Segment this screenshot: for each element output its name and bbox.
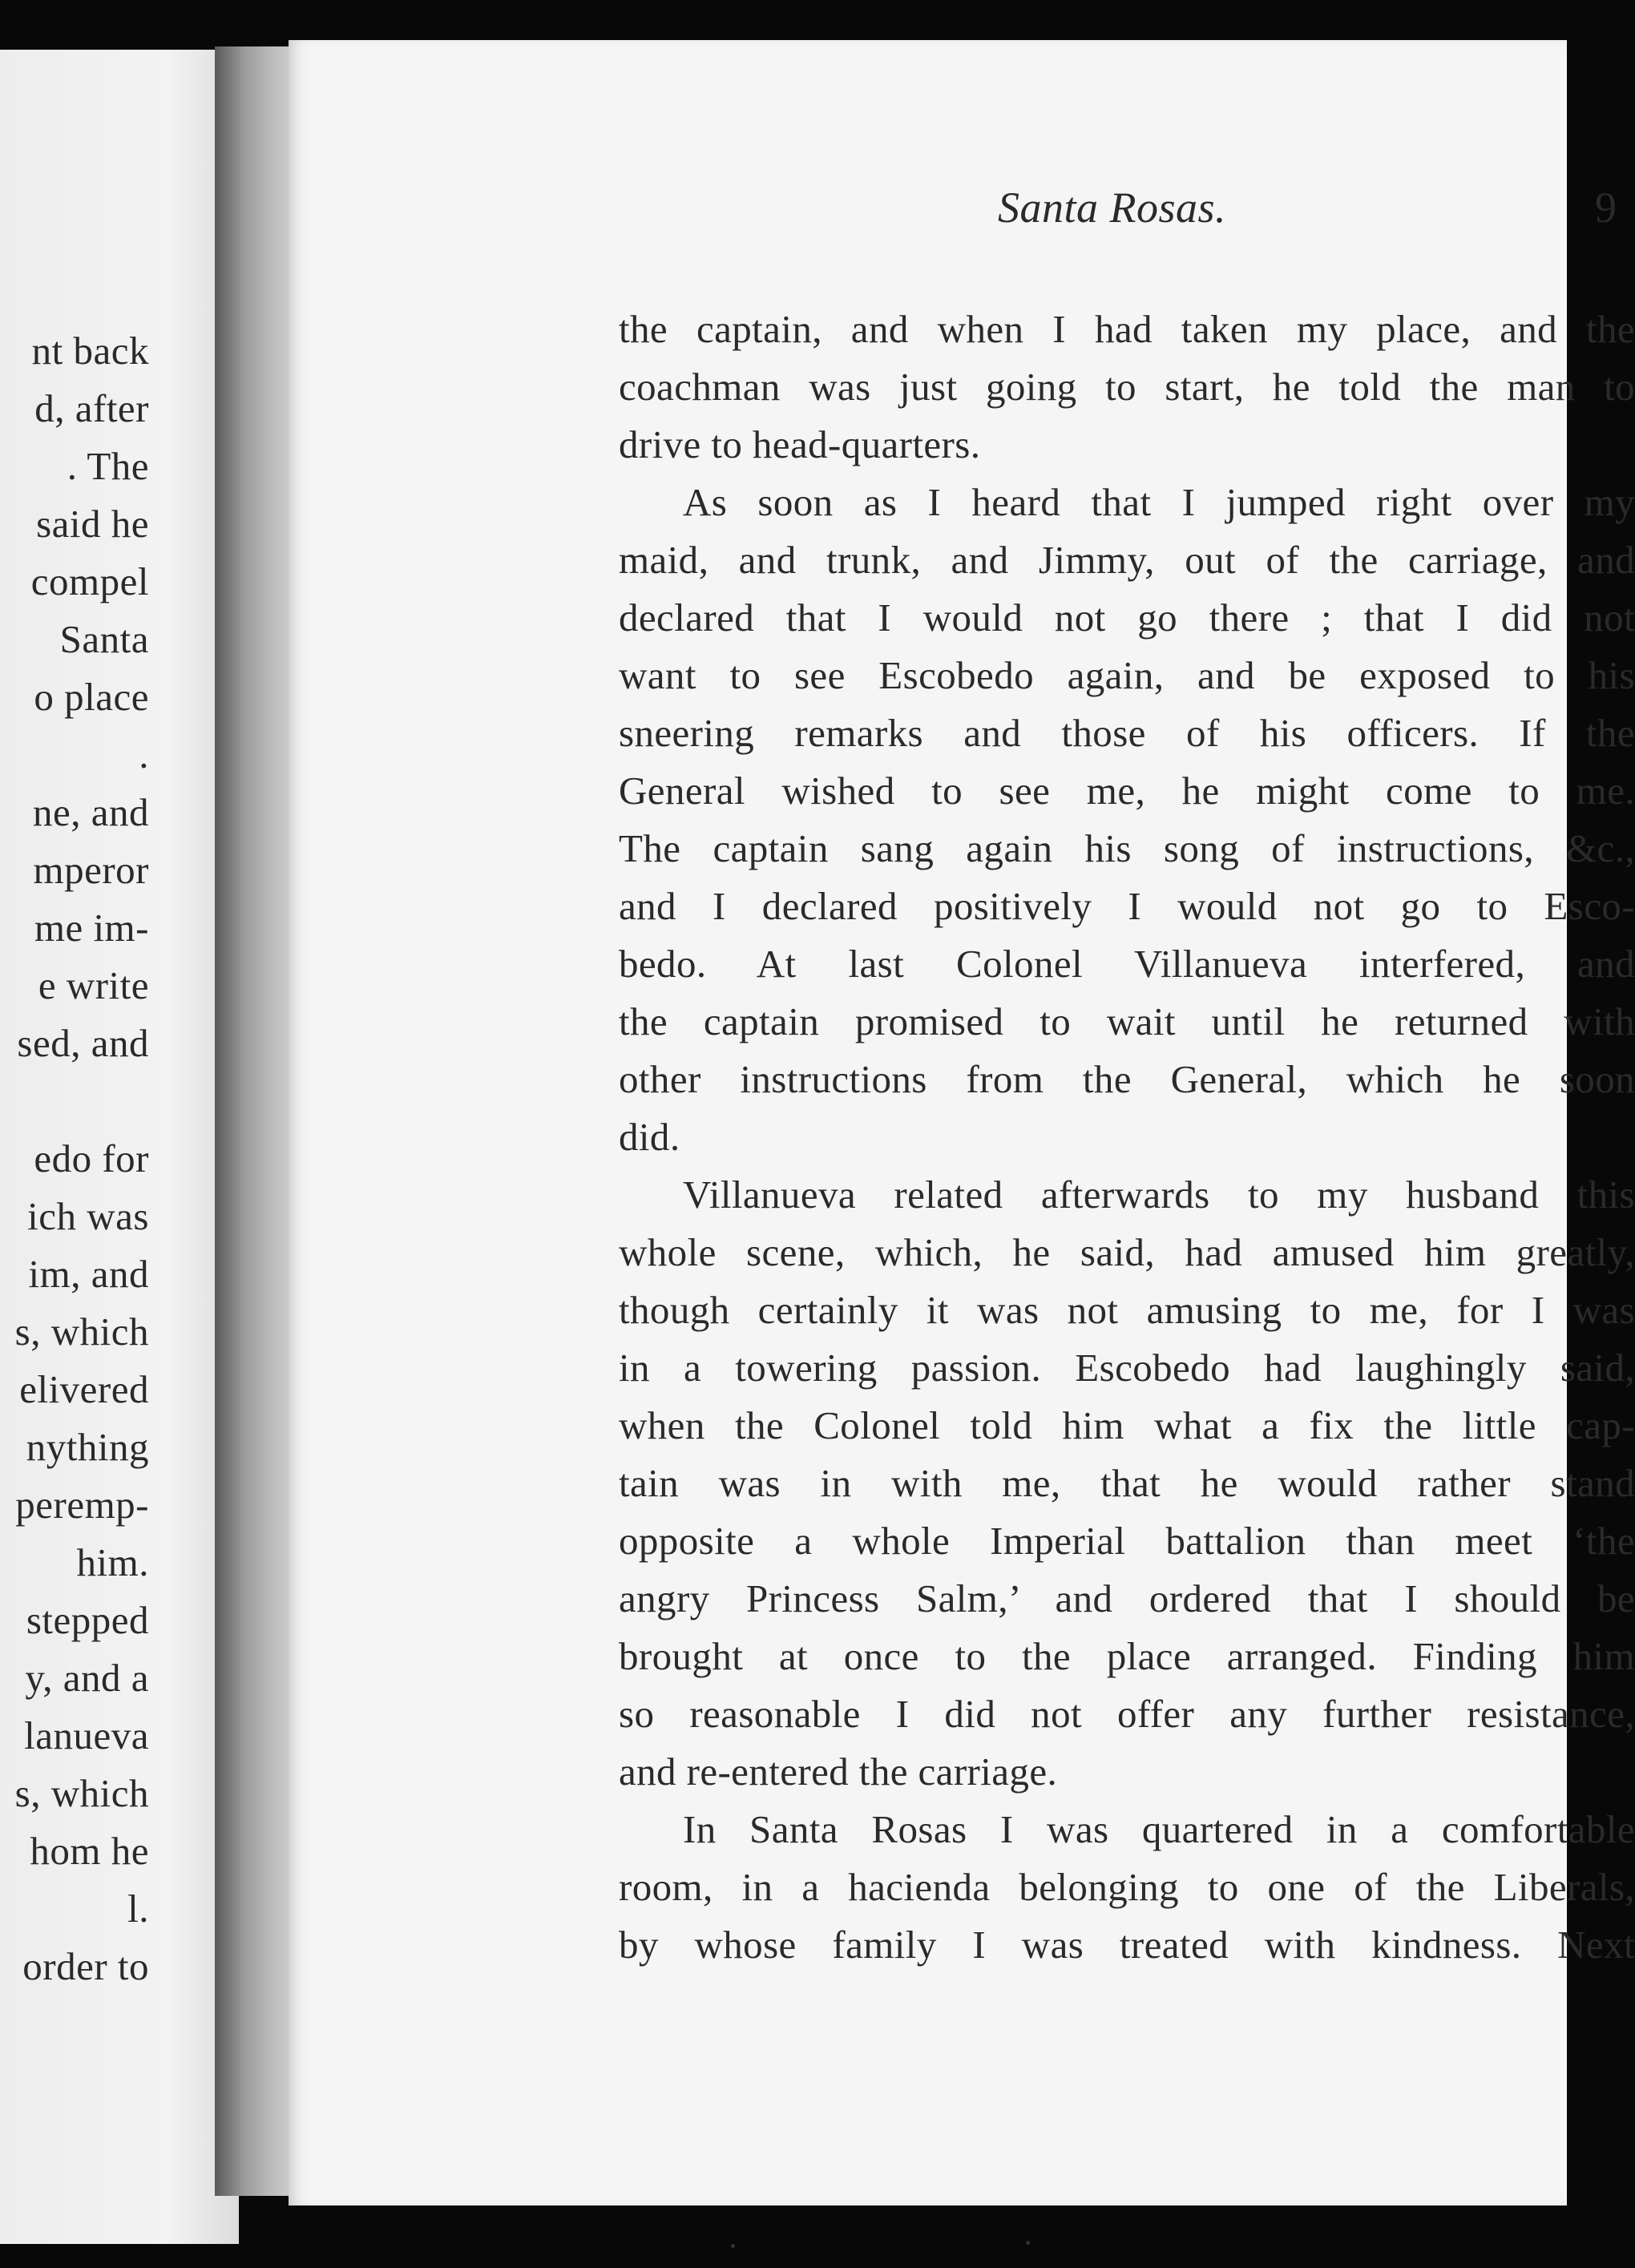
text-line: the captain promised to wait until he returned with: [619, 999, 1635, 1043]
left-line: ne, and: [33, 790, 149, 834]
left-line: mperor: [33, 848, 149, 892]
text-line: did.: [619, 1115, 680, 1159]
left-line: me im-: [34, 906, 149, 950]
left-line: him.: [76, 1540, 149, 1584]
running-head: Santa Rosas.: [998, 184, 1227, 232]
text-line: In Santa Rosas I was quartered in a comfortable: [683, 1807, 1635, 1851]
left-line: said he: [36, 502, 149, 546]
text-line: room, in a hacienda belonging to one of the Liberals,: [619, 1865, 1635, 1909]
left-line: l.: [127, 1887, 149, 1931]
page-number: 9: [1595, 184, 1617, 232]
left-line: elivered: [19, 1367, 149, 1411]
text-line: in a towering passion. Escobedo had laughingly said,: [619, 1346, 1635, 1390]
left-line: compel: [30, 559, 149, 603]
text-line: so reasonable I did not offer any further resistance,: [619, 1692, 1635, 1736]
text-line: General wished to see me, he might come to me.: [619, 769, 1635, 813]
left-line: y, and a: [25, 1656, 149, 1700]
left-line: im, and: [28, 1252, 149, 1296]
bottom-speck: [1026, 2241, 1030, 2245]
text-line: and I declared positively I would not go to Esco-: [619, 884, 1635, 928]
text-line: sneering remarks and those of his officers. If the: [619, 711, 1635, 755]
text-line: and re-entered the carriage.: [619, 1749, 1058, 1794]
left-line: hom he: [30, 1829, 149, 1873]
left-line: lanueva: [24, 1713, 149, 1757]
text-line: whole scene, which, he said, had amused him greatly,: [619, 1230, 1635, 1274]
left-line: order to: [22, 1944, 149, 1988]
left-line: s, which: [14, 1310, 149, 1354]
text-line: by whose family I was treated with kindness. Next: [619, 1923, 1635, 1967]
left-line: sed, and: [17, 1021, 149, 1065]
text-line: The captain sang again his song of instructions, &c.,: [619, 826, 1635, 870]
left-line: nt back: [31, 329, 149, 373]
text-line: tain was in with me, that he would rather stand: [619, 1461, 1635, 1505]
left-line: Santa: [59, 617, 149, 661]
left-page: [0, 50, 239, 2244]
body-text: [619, 301, 1635, 1974]
left-line: nything: [26, 1425, 149, 1469]
text-line: opposite a whole Imperial battalion than meet ‘the: [619, 1519, 1635, 1563]
text-line: bedo. At last Colonel Villanueva interfered, and: [619, 942, 1635, 986]
left-line: stepped: [26, 1598, 149, 1642]
text-line: other instructions from the General, which he soon: [619, 1057, 1635, 1101]
left-line: e write: [38, 963, 149, 1007]
text-line: Villanueva related afterwards to my husband this: [683, 1172, 1635, 1217]
text-line: want to see Escobedo again, and be exposed to his: [619, 653, 1635, 697]
text-line: brought at once to the place arranged. Finding him: [619, 1634, 1635, 1678]
left-line: s, which: [14, 1771, 149, 1815]
left-line: .: [139, 732, 149, 777]
left-line: peremp-: [15, 1483, 149, 1527]
text-line: when the Colonel told him what a fix the little cap-: [619, 1403, 1635, 1447]
bottom-speck: [731, 2244, 735, 2248]
text-line: though certainly it was not amusing to me, for I was: [619, 1288, 1635, 1332]
left-line: . The: [67, 444, 149, 488]
left-line: ich was: [27, 1194, 149, 1238]
text-line: maid, and trunk, and Jimmy, out of the carriage, and: [619, 538, 1635, 582]
left-line: d, after: [34, 386, 149, 430]
text-line: declared that I would not go there ; that I did not: [619, 595, 1635, 640]
left-page-text: [0, 322, 149, 1996]
text-line: the captain, and when I had taken my place, and the: [619, 307, 1635, 351]
right-page: [289, 40, 1635, 2205]
text-line: coachman was just going to start, he told the man to: [619, 365, 1635, 409]
text-line: As soon as I heard that I jumped right over my: [683, 480, 1635, 524]
left-line: o place: [34, 675, 149, 719]
left-line: edo for: [34, 1136, 149, 1180]
left-line: [0, 1072, 149, 1130]
text-line: drive to head-quarters.: [619, 422, 981, 466]
text-line: angry Princess Salm,’ and ordered that I should be: [619, 1576, 1635, 1620]
